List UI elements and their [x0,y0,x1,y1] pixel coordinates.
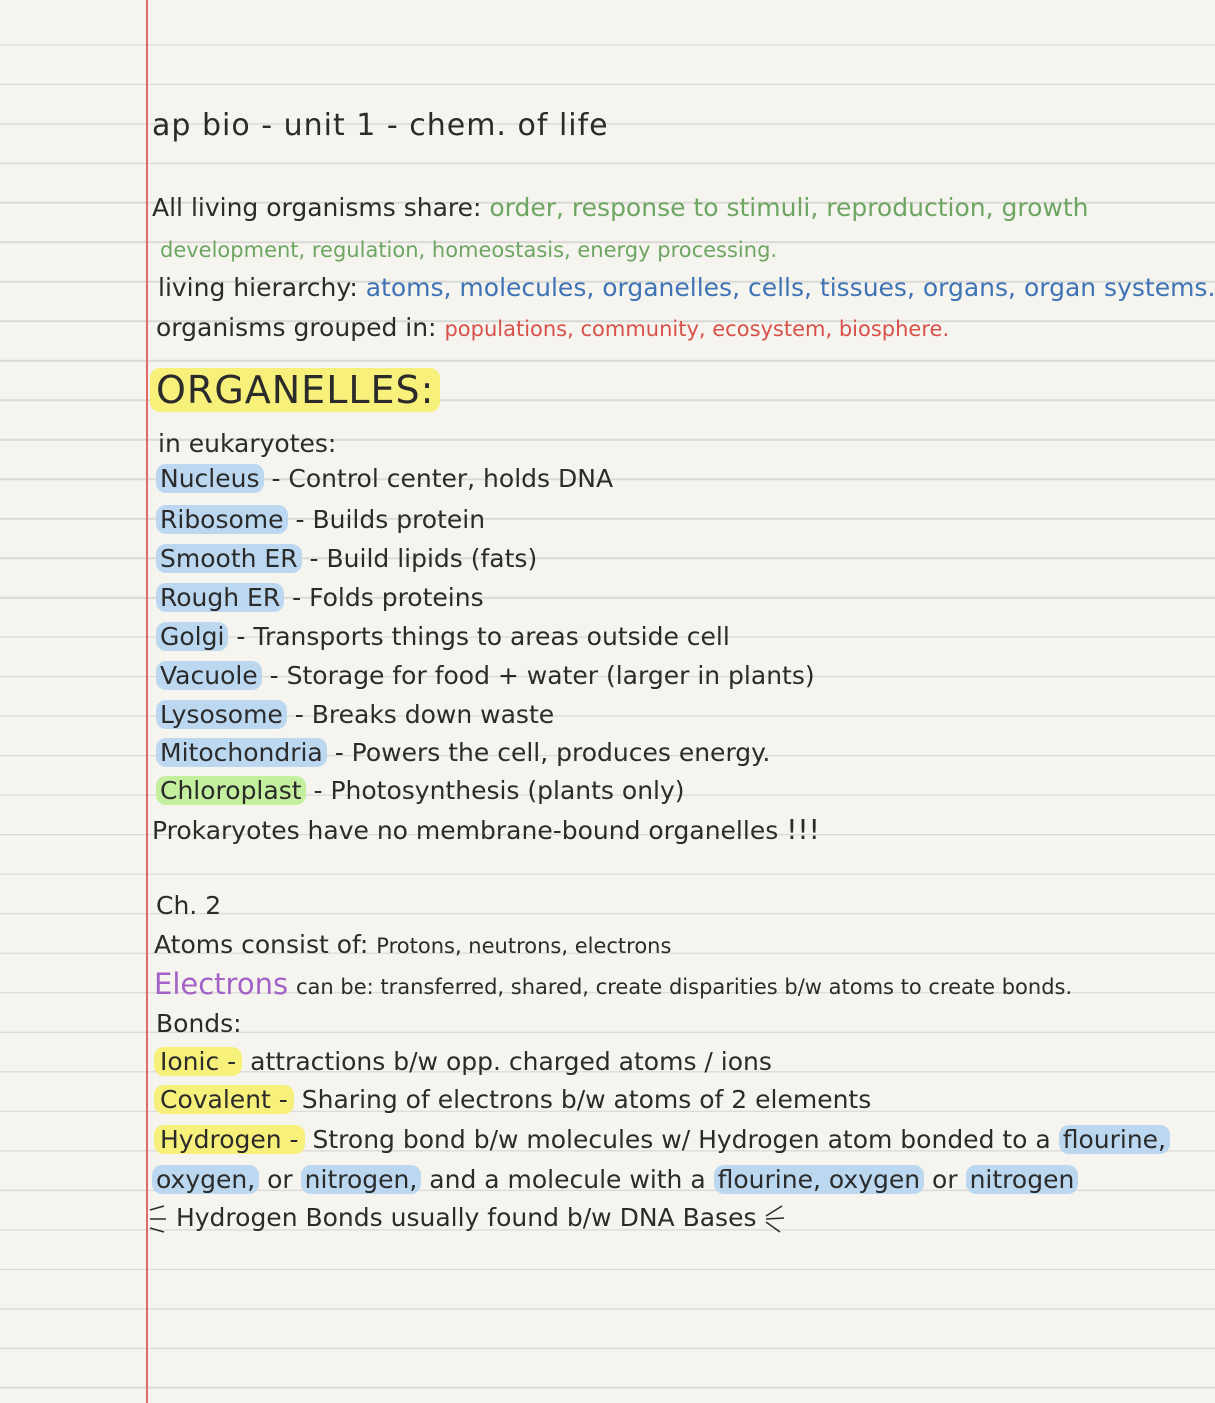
margin-line [146,0,148,1403]
molecule-text: and a molecule with a [429,1165,706,1194]
prokaryotes-text: Prokaryotes have no membrane-bound organelles [152,816,779,845]
grouped-items: populations, community, ecosystem, biosphere. [444,317,950,341]
organelle-name: Chloroplast [156,776,306,805]
organelles-heading [150,368,440,412]
organelle-desc: - Transports things to areas outside cell [236,622,730,651]
or-word: or [267,1165,293,1194]
organelle-row [156,504,485,536]
or-word-2: or [932,1165,958,1194]
nitrogen-word: nitrogen, [301,1165,422,1194]
atoms-label: Atoms consist of: [154,930,369,959]
ionic-desc: attractions b/w opp. charged atoms / ions [250,1047,772,1076]
organelle-name: Smooth ER [156,544,302,573]
ionic-line [154,1046,772,1078]
organelle-row [156,775,685,807]
organelle-desc: - Control center, holds DNA [271,464,614,493]
hydrogen-note: Hydrogen Bonds usually found b/w DNA Bases [175,1203,757,1232]
grouped-line [156,312,949,345]
organelle-row [156,737,770,769]
covalent-desc: Sharing of electrons b/w atoms of 2 elements [301,1085,872,1114]
bonds-label: Bonds: [156,1009,242,1038]
organelle-name: Rough ER [156,583,284,612]
ionic-label: Ionic - [154,1047,242,1076]
share-line [152,192,1088,224]
organelle-desc: - Breaks down waste [294,700,555,729]
exclaim-mark: !!! [786,813,820,846]
page-title: ap bio - unit 1 - chem. of life [152,108,609,143]
hydrogen-line [154,1124,1170,1156]
emphasis-lines-icon [148,1204,168,1234]
covalent-line [154,1084,871,1116]
share-items: order, response to stimuli, reproduction, growth [489,193,1089,222]
nitrogen-word-2: nitrogen [966,1165,1079,1194]
organelle-desc: - Powers the cell, produces energy. [334,738,771,767]
organelle-desc: - Build lipids (fats) [309,544,538,573]
electrons-rest: can be: transferred, shared, create disparities b/w atoms to create bonds. [296,975,1073,999]
hierarchy-items: atoms, molecules, organelles, cells, tissues, organs, organ systems. [365,273,1215,302]
hierarchy-label: living hierarchy: [158,273,358,302]
organelle-name: Mitochondria [156,738,327,767]
atoms-line [154,929,671,962]
organelle-name: Vacuole [156,661,262,690]
organelle-row [156,621,730,653]
covalent-label: Covalent - [154,1085,294,1114]
organelle-row [156,463,613,495]
grouped-label: organisms grouped in: [156,313,437,342]
organelle-row [156,543,537,575]
hydrogen-fluorine: flourine, [1059,1125,1170,1154]
chapter-heading: Ch. 2 [156,891,222,920]
organelle-name: Golgi [156,622,228,651]
organelle-row [156,699,554,731]
organelle-name: Ribosome [156,505,288,534]
hydrogen-line-2 [152,1164,1078,1196]
organelle-name: Lysosome [156,700,287,729]
electrons-word: Electrons [154,967,289,1001]
hydrogen-note-line [148,1202,786,1234]
hierarchy-line [158,272,1215,304]
organelles-heading-text: ORGANELLES: [150,368,440,412]
organelle-row [156,582,484,614]
atoms-items: Protons, neutrons, electrons [376,934,672,958]
hydrogen-label: Hydrogen - [154,1125,305,1154]
electrons-line [154,968,1072,1003]
emphasis-lines-icon [764,1204,786,1234]
organelle-desc: - Folds proteins [292,583,484,612]
prokaryotes-line [152,814,820,847]
hydrogen-desc: Strong bond b/w molecules w/ Hydrogen atom bonded to a [312,1125,1051,1154]
organelle-desc: - Builds protein [295,505,486,534]
organelle-name: Nucleus [156,464,264,493]
oxygen-word: oxygen, [152,1165,259,1194]
organelle-desc: - Photosynthesis (plants only) [313,776,685,805]
share-items-continued: development, regulation, homeostasis, energy processing. [160,238,778,262]
organelle-row [156,660,815,692]
fluorine-oxygen-words: flourine, oxygen [714,1165,924,1194]
eukaryotes-label: in eukaryotes: [158,429,337,458]
organelle-desc: - Storage for food + water (larger in plants) [269,661,815,690]
share-label: All living organisms share: [152,193,482,222]
